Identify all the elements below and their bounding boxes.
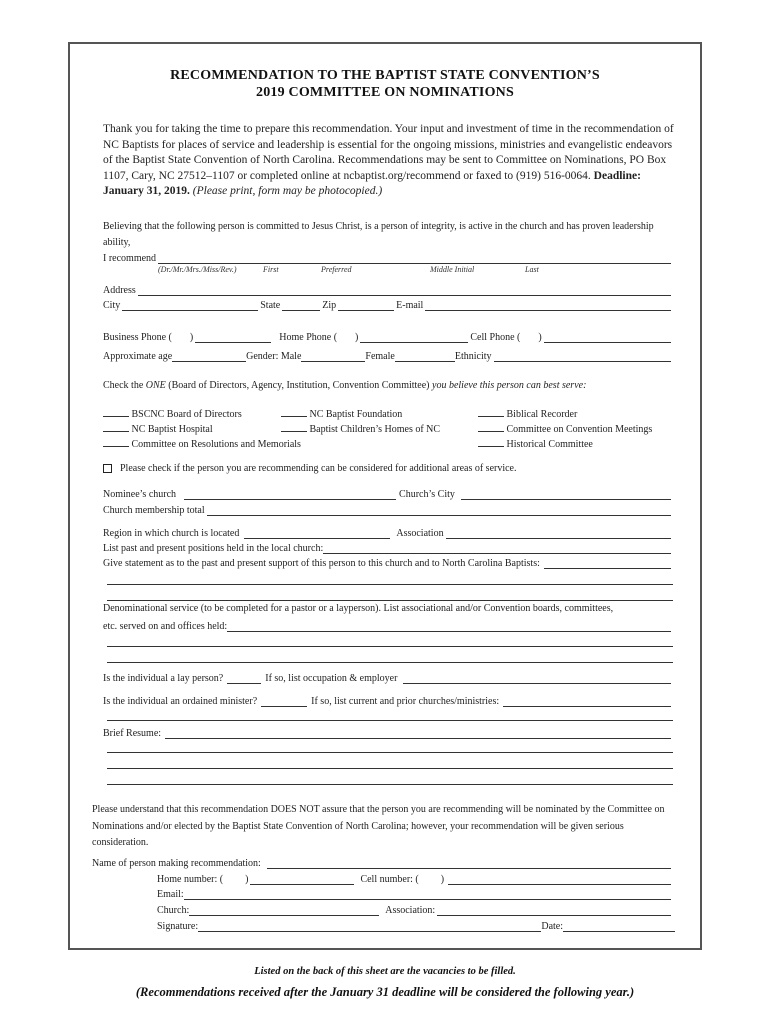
membership-label: Church membership total: [103, 505, 205, 516]
ethnicity-label: Ethnicity: [454, 351, 492, 362]
statement-field[interactable]: [544, 558, 671, 569]
recommend-label: I recommend: [103, 253, 157, 264]
resume-line[interactable]: [107, 784, 673, 785]
positions-field[interactable]: [323, 543, 671, 554]
membership-row: [103, 502, 673, 516]
association-field[interactable]: [446, 528, 671, 539]
cell-number-field[interactable]: [448, 874, 671, 885]
gender-male-label: Gender: Male: [246, 351, 302, 362]
minister-followup: If so, list current and prior churches/ministries:: [311, 696, 500, 707]
denominational-row: [103, 618, 673, 632]
lay-person-row: [103, 670, 673, 684]
home-phone-paren: ): [355, 332, 359, 343]
board-option-biblical-recorder[interactable]: [478, 407, 577, 420]
date-field[interactable]: [563, 921, 675, 932]
board-label: BSCNC Board of Directors: [131, 409, 242, 420]
form-title-line2: 2019 COMMITTEE ON NOMINATIONS: [256, 85, 514, 100]
cell-number-paren: ): [440, 874, 445, 885]
zip-label: Zip: [322, 300, 337, 311]
nominee-church-label: Nominee’s church: [103, 489, 177, 500]
board-label: Baptist Children’s Homes of NC: [309, 424, 441, 435]
positions-label: List past and present positions held in the local church:: [103, 543, 324, 554]
recommender-phone-row: [157, 871, 673, 885]
signature-field[interactable]: [198, 921, 541, 932]
denominational-label: Denominational service (to be completed for a pastor or a layperson). List associational and/or Convention boards, committees,: [103, 603, 614, 614]
board-option-hospital[interactable]: [103, 422, 213, 435]
recommender-church-field[interactable]: [189, 905, 379, 916]
footer-deadline-note: (Recommendations received after the January 31 deadline will be considered the following year.): [135, 985, 635, 999]
association-label: Association: [396, 528, 444, 539]
denominational-field[interactable]: [227, 621, 671, 632]
email-field[interactable]: [425, 300, 671, 311]
address-row: [103, 282, 673, 296]
state-field[interactable]: [282, 300, 320, 311]
recommender-email-row: [157, 886, 673, 900]
recommender-church-row: [157, 902, 673, 916]
date-label: Date:: [541, 921, 563, 932]
cell-number-label: Cell number: (: [360, 874, 419, 885]
city-label: City: [103, 300, 121, 311]
minister-row: [103, 693, 673, 707]
intro-text: Thank you for taking the time to prepare this recommendation. Your input and investment of time in the recommendation of NC Baptists for places of service and leadership is essential for the ongoing missions, ministries and evangelistic endeavors of the Baptist State Convention of North Carolina. Recommendations may be sent to Committee on Nominations, PO Box 1107, Cary, NC 27512–1107 or completed online at ncbaptist.org/recommend or faxed to (919) 516-0064.: [103, 123, 674, 182]
board-option-foundation[interactable]: [281, 407, 402, 420]
board-option-childrens-homes[interactable]: [281, 422, 440, 435]
city-row: [103, 297, 673, 311]
email-label: E-mail: [396, 300, 424, 311]
resume-field[interactable]: [165, 728, 671, 739]
denominational-label-2: etc. served on and offices held:: [103, 621, 228, 632]
lay-followup: If so, list occupation & employer: [265, 673, 398, 684]
recommend-row: [103, 250, 673, 264]
city-field[interactable]: [122, 300, 258, 311]
resume-line[interactable]: [107, 768, 673, 769]
board-label: Biblical Recorder: [506, 409, 578, 420]
sub-last-label: Last: [525, 265, 539, 274]
home-phone-field[interactable]: [360, 332, 468, 343]
female-field[interactable]: [395, 351, 455, 362]
intro-paragraph: [103, 122, 678, 200]
check-one-prefix: Check the: [103, 380, 146, 391]
denominational-line[interactable]: [107, 646, 673, 647]
age-label: Approximate age: [103, 351, 173, 362]
region-field[interactable]: [244, 528, 390, 539]
photocopy-note: (Please print, form may be photocopied.): [189, 185, 383, 198]
minister-question: Is the individual an ordained minister?: [103, 696, 258, 707]
sub-middle-label: Middle Initial: [430, 265, 475, 274]
phone-row: [103, 329, 673, 343]
signature-label: Signature:: [157, 921, 199, 932]
business-phone-field[interactable]: [195, 332, 271, 343]
male-field[interactable]: [301, 351, 365, 362]
board-option-bscnc[interactable]: [103, 407, 242, 420]
check-one-suffix: you believe this person can best serve:: [432, 380, 587, 391]
sub-first-label: First: [263, 265, 279, 274]
region-row: [103, 525, 673, 539]
denominational-line[interactable]: [107, 662, 673, 663]
recommender-church-label: Church:: [157, 905, 190, 916]
state-label: State: [260, 300, 281, 311]
home-number-paren: ): [245, 874, 249, 885]
board-label: NC Baptist Foundation: [309, 409, 403, 420]
address-label: Address: [103, 285, 136, 296]
demographics-row: [103, 348, 673, 362]
recommender-email-label: Email:: [157, 889, 184, 900]
home-phone-label: Home Phone (: [279, 332, 338, 343]
resume-line[interactable]: [107, 752, 673, 753]
address-field[interactable]: [138, 285, 671, 296]
church-row: [103, 486, 673, 500]
positions-row: [103, 540, 673, 554]
cell-phone-paren: ): [538, 332, 542, 343]
business-phone-label: Business Phone (: [103, 332, 172, 343]
cell-phone-label: Cell Phone (: [470, 332, 521, 343]
recommender-association-label: Association:: [385, 905, 436, 916]
cell-phone-field[interactable]: [544, 332, 671, 343]
occupation-field[interactable]: [403, 673, 671, 684]
form-title-line1: RECOMMENDATION TO THE BAPTIST STATE CONVENTION’S: [170, 68, 600, 83]
resume-row: [103, 725, 673, 739]
business-phone-paren: ): [189, 332, 194, 343]
recommender-name-row: [92, 855, 673, 869]
board-option-resolutions[interactable]: [103, 437, 301, 450]
believing-statement: Believing that the following person is committed to Jesus Christ, is a person of integrity, is active in the church and has proven leadership ability,: [103, 221, 654, 248]
church-city-field[interactable]: [461, 489, 671, 500]
recommender-email-field[interactable]: [184, 889, 671, 900]
recommender-name-field[interactable]: [267, 858, 671, 869]
membership-field[interactable]: [207, 505, 671, 516]
nominee-church-field[interactable]: [184, 489, 396, 500]
check-one-instruction: [103, 380, 586, 391]
region-label: Region in which church is located: [103, 528, 240, 539]
board-label: Historical Committee: [506, 439, 593, 450]
female-label: Female: [365, 351, 395, 362]
disclaimer-paragraph: Please understand that this recommendation DOES NOT assure that the person you are recommending will be nominated by the Committee on Nominations and/or elected by the Baptist State Convention of North Carolina; however, your recommendation will be given serious consideration.: [92, 804, 665, 848]
lay-answer-field[interactable]: [227, 673, 261, 684]
nominee-name-field[interactable]: [158, 253, 671, 264]
sub-title-label: (Dr./Mr./Mrs./Miss/Rev.): [158, 265, 237, 274]
churches-field[interactable]: [503, 696, 671, 707]
recommender-name-label: Name of person making recommendation:: [92, 858, 261, 869]
statement-label: Give statement as to the past and present support of this person to this church and to North Carolina Baptists:: [103, 558, 540, 569]
additional-service-label: Please check if the person you are recommending can be considered for additional areas of service.: [120, 463, 517, 474]
resume-label: Brief Resume:: [103, 728, 162, 739]
board-label: Committee on Resolutions and Memorials: [131, 439, 301, 450]
minister-line[interactable]: [107, 720, 673, 721]
deadline-text: Deadline: January 31, 2019.: [103, 169, 641, 198]
sub-preferred-label: Preferred: [321, 265, 352, 274]
signature-row: [157, 918, 675, 932]
lay-question: Is the individual a lay person?: [103, 673, 224, 684]
statement-line[interactable]: [107, 600, 673, 601]
board-label: NC Baptist Hospital: [131, 424, 213, 435]
statement-line[interactable]: [107, 584, 673, 585]
home-number-field[interactable]: [250, 874, 354, 885]
board-option-convention-meetings[interactable]: [478, 422, 652, 435]
recommender-association-field[interactable]: [437, 905, 671, 916]
statement-row: [103, 555, 673, 569]
board-option-historical[interactable]: [478, 437, 593, 450]
zip-field[interactable]: [338, 300, 394, 311]
ethnicity-field[interactable]: [494, 351, 671, 362]
footer-vacancies-note: Listed on the back of this sheet are the vacancies to be filled.: [254, 966, 516, 977]
board-label: Committee on Convention Meetings: [506, 424, 653, 435]
age-field[interactable]: [172, 351, 246, 362]
check-one-middle: (Board of Directors, Agency, Institution, Convention Committee): [165, 380, 433, 391]
church-city-label: Church’s City: [399, 489, 455, 500]
home-number-label: Home number: (: [157, 874, 224, 885]
additional-service-checkbox[interactable]: [103, 464, 112, 473]
check-one-emphasis: ONE: [145, 380, 166, 391]
minister-answer-field[interactable]: [261, 696, 307, 707]
